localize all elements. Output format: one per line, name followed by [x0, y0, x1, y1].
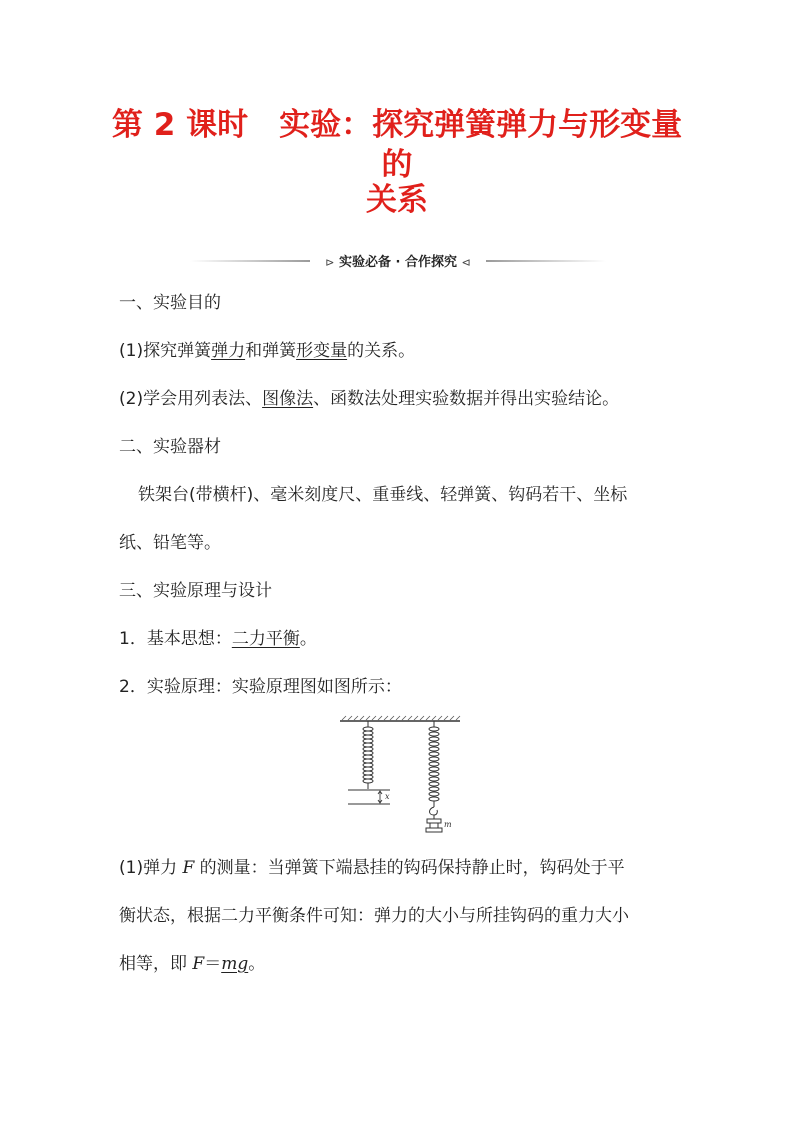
basic-idea-suffix: 。	[299, 629, 317, 649]
heading-principle: 三、实验原理与设计	[119, 581, 272, 601]
purpose-item-1	[119, 339, 679, 363]
section-banner	[190, 250, 606, 272]
force-variable-F: F	[182, 858, 195, 878]
force-equation-F: F	[192, 954, 205, 974]
loaded-spring	[429, 721, 439, 815]
purpose-1-suffix: 的关系。	[347, 341, 416, 361]
hook-weight	[426, 815, 442, 832]
force-line-3-suffix: 。	[248, 954, 266, 974]
page-title-line-1: 第 2 课时 实验：探究弹簧弹力与形变量的	[111, 107, 683, 183]
basic-idea-prefix: 1．基本思想：	[119, 629, 232, 649]
page-title-line-2: 关系	[366, 182, 428, 218]
purpose-2-answer-graph-method: 图像法	[262, 389, 314, 409]
force-line-1-prefix: (1)弹力	[119, 858, 183, 878]
basic-idea-answer: 二力平衡	[231, 629, 300, 649]
purpose-1-prefix: (1)探究弹簧	[119, 341, 212, 361]
force-line-3-prefix: 相等，即	[119, 954, 193, 974]
banner-right-arrow-icon: ⊲	[461, 256, 471, 269]
mass-label-m: m	[444, 820, 452, 829]
force-equation-answer-mg: mg	[221, 954, 249, 974]
equipment-line-1: 铁架台(带横杆)、毫米刻度尺、重垂线、轻弹簧、钩码若干、坐标	[138, 485, 628, 505]
force-measure-line-2: 衡状态，根据二力平衡条件可知：弹力的大小与所挂钩码的重力大小	[119, 906, 629, 926]
purpose-2-suffix: 、函数法处理实验数据并得出实验结论。	[313, 389, 620, 409]
unloaded-spring	[363, 721, 373, 789]
force-equation-equals: ＝	[204, 954, 222, 974]
elongation-label-x: x	[385, 792, 390, 801]
banner-label	[190, 251, 606, 270]
force-measure-line-3	[119, 952, 679, 976]
elongation-marker	[348, 790, 390, 804]
ceiling-support	[340, 716, 460, 721]
heading-equipment: 二、实验器材	[119, 437, 221, 457]
purpose-1-mid: 和弹簧	[245, 341, 297, 361]
purpose-2-prefix: (2)学会用列表法、	[119, 389, 263, 409]
purpose-1-answer-deformation: 形变量	[296, 341, 348, 361]
purpose-item-2	[119, 387, 679, 411]
force-line-1-suffix: 的测量：当弹簧下端悬挂的钩码保持静止时，钩码处于平	[194, 858, 625, 878]
basic-idea	[119, 627, 679, 651]
equipment-line-2: 纸、铅笔等。	[119, 533, 221, 553]
purpose-1-answer-elastic-force: 弹力	[211, 341, 246, 361]
principle-line: 2．实验原理：实验原理图如图所示：	[119, 677, 402, 697]
spring-experiment-diagram	[338, 715, 462, 840]
heading-purpose: 一、实验目的	[119, 293, 221, 313]
banner-text: 实验必备 · 合作探究	[339, 255, 457, 270]
banner-left-arrow-icon: ⊳	[325, 256, 335, 269]
force-measure-line-1	[119, 856, 679, 880]
